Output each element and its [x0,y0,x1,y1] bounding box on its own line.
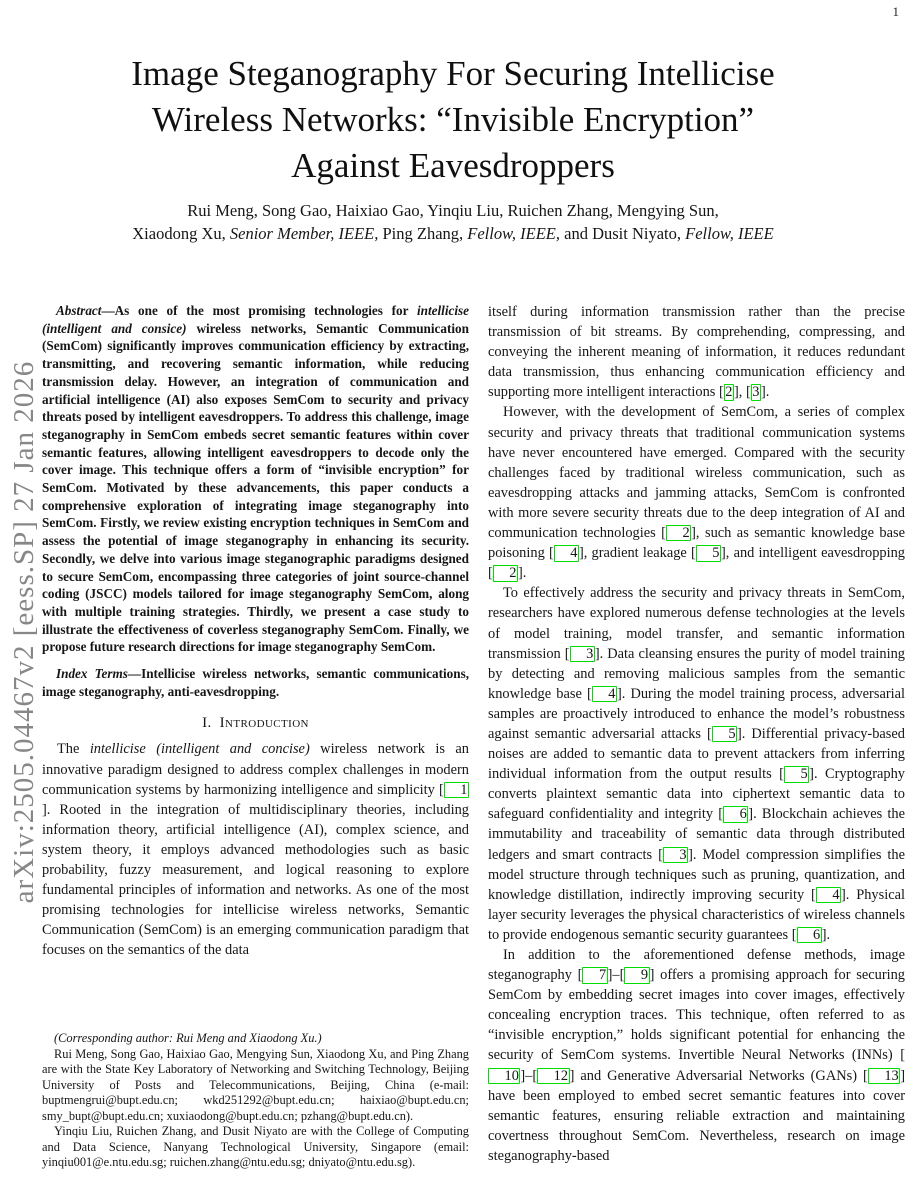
abstract-paragraph: Abstract—As one of the most promising technologies for intellicise (intelligent and consice) wireless networks, Semantic Communication (SemCom) significantly improves communication efficiency by extracting, transmitting, and recovering semantic information, while reducing transmission delay. However, an integration of communication and artificial intelligence (AI) also exposes SemCom to security and privacy threats posed by intelligent eavesdroppers. To address this challenge, image steganography in SemCom embeds secret semantic features within cover semantic features, allowing intelligent eavesdroppers to decode only the cover image. This technique offers a form of “invisible encryption” for SemCom. Motivated by these advancements, this paper conducts a comprehensive exploration of integrating image steganography into SemCom. Firstly, we review existing encryption techniques in SemCom and assess the potential of image steganography in enhancing its security. Secondly, we delve into various image steganographic paradigms designed to secure SemCom, encompassing three categories of joint source-channel coding (JSCC) models tailored for image steganography SemCom, along with multiple training strategies. Thirdly, we present a case study to illustrate the effectiveness of coverless steganography SemCom. Finally, we propose future research directions for image steganography SemCom. [42,303,469,655]
page-number: 1 [892,4,899,19]
right-column [488,302,905,1200]
body-paragraph: itself during information transmission rather than the precise transmission of bit streams. By comprehending, compressing, and conveying the inherent meaning of information, it reduces redundant data transmission, thus enhancing communication efficiency and supporting more intelligent interactions [ 2 ], [ 3 ]. [488,304,905,401]
affiliation-note: Yinqiu Liu, Ruichen Zhang, and Dusit Niyato are with the College of Computing and Data Science, Nanyang Technological University, Singapore (email: yinqiu001@e.ntu.edu.sg; ruichen.zhang@ntu.edu.sg; dniyato@ntu.edu.sg). [42,1124,469,1169]
index-terms-paragraph: Index Terms—Intellicise wireless networks, semantic communications, image steganography, anti-eavesdropping. [42,666,469,699]
citation-link[interactable]: 6 [723,806,748,822]
footnote-block [42,1031,469,1171]
citation-link[interactable]: 5 [696,545,721,561]
citation-link[interactable]: 5 [784,766,809,782]
citation-link[interactable]: 12 [537,1068,569,1084]
paper-title [73,51,833,189]
paper-title-line-1: Image Steganography For Securing Intellicise [131,54,775,93]
author-line-1: Rui Meng, Song Gao, Haixiao Gao, Yinqiu Liu, Ruichen Zhang, Mengying Sun, [187,201,719,220]
body-paragraph: To effectively address the security and privacy threats in SemCom, researchers have explored numerous defense technologies at the levels of model training, model transfer, and semantic information transmission [ 3 ]. Data cleansing ensures the purity of model training by detecting and removing malicious samples from the semantic knowledge base [ 4 ]. During the model training process, adversarial samples are proactively introduced to enhance the model’s robustness against semantic adversarial attacks [ 5 ]. Differential privacy-based noises are added to semantic data to prevent attackers from inferring individual information from the output results [ 5 ]. Cryptography converts plaintext semantic data into ciphertext semantic data to safeguard confidentiality and integrity [ 6 ]. Blockchain achieves the immutability and traceability of semantic data through distributed ledgers and smart contracts [ 3 ]. Model compression simplifies the model structure through techniques such as pruning, quantization, and knowledge distillation, indirectly improving security [ 4 ]. Physical layer security leverages the physical characteristics of wireless channels to provide endogenous semantic security guarantees [ 6 ]. [488,585,905,943]
section-heading-introduction [42,715,469,732]
arxiv-watermark: arXiv:2505.04467v2 [eess.SP] 27 Jan 2026 [8,360,40,904]
citation-link[interactable]: 3 [663,847,688,863]
author-line-2: Xiaodong Xu, Senior Member, IEEE, Ping Zhang, Fellow, IEEE, and Dusit Niyato, Fellow, IEEE [132,224,774,243]
citation-link[interactable]: 7 [582,967,607,983]
affiliation-note: Rui Meng, Song Gao, Haixiao Gao, Mengying Sun, Xiaodong Xu, and Ping Zhang are with the State Key Laboratory of Networking and Switching Technology, Beijing University of Posts and Telecommunications, Beijing, China (e-mail: buptmengrui@bupt.edu.cn; wkd251292@bupt.edu.cn; haixiao@bupt.edu.cn; smy_bupt@bupt.edu.cn; xuxiaodong@bupt.edu.cn; pzhang@bupt.edu.cn). [42,1046,469,1123]
citation-link[interactable]: 6 [797,927,822,943]
citation-link[interactable]: 10 [488,1068,520,1084]
left-column [42,302,469,961]
author-block [53,199,853,245]
citation-link[interactable]: 4 [554,545,579,561]
paper-title-line-3: Against Eavesdroppers [291,146,615,185]
citation-link[interactable]: 2 [725,384,733,401]
citation-link[interactable]: 3 [570,646,595,662]
corresponding-author-note: (Corresponding author: Rui Meng and Xiaodong Xu.) [54,1031,322,1045]
paper-title-line-2: Wireless Networks: “Invisible Encryption” [151,100,755,139]
citation-link[interactable]: 2 [493,565,518,581]
body-paragraph: In addition to the aforementioned defense methods, image steganography [ 7 ]–[ 9 ] offers a promising approach for securing SemCom by embedding secret images into cover images, effectively concealing encryption traces. This technique, often referred to as “invisible encryption,” holds significant potential for enhancing the security of SemCom systems. Invertible Neural Networks (INNs) [10 ]–[ 12 ] and Generative Adversarial Networks (GANs) [ 13 ] have been employed to embed secret semantic features into cover semantic features, ensuring reliable extraction and maintaining covertness throughout SemCom. Nevertheless, research on image steganography-based [488,947,905,1164]
citation-link[interactable]: 4 [816,887,841,903]
citation-link[interactable]: 13 [868,1068,900,1084]
citation-link[interactable]: 1 [444,782,469,798]
citation-link[interactable]: 3 [752,384,760,401]
section-number: I. [202,715,212,732]
intro-paragraph: The intellicise (intelligent and concise) wireless network is an innovative paradigm designed to address complex challenges in modern communication systems by harmonizing intelligence and simplicity [ 1]. Rooted in the integration of multidisciplinary theories, including information theory, artificial intelligence (AI), complex science, and system theory, it employs advanced methodologies such as basic probability, fuzzy measurement, and logical reasoning to explore fundamental principles of information and networks. As one of the most promising technologies for intellicise wireless networks, Semantic Communication (SemCom) is an emerging communication paradigm that focuses on the semantics of the data [42,741,469,959]
citation-link[interactable]: 9 [624,967,649,983]
section-title: Introduction [219,715,309,732]
citation-link[interactable]: 5 [712,726,737,742]
body-paragraph: However, with the development of SemCom, a series of complex security and privacy threats that traditional communication systems have never encountered have emerged. Compared with the security challenges faced by traditional wireless communication, such as eavesdropping attacks and jamming attacks, SemCom is confronted with more severe security threats due to the deep integration of AI and communication technologies [ 2 ], such as semantic knowledge base poisoning [ 4 ], gradient leakage [ 5 ], and intelligent eavesdropping [ 2 ]. [488,404,905,582]
citation-link[interactable]: 4 [592,686,617,702]
citation-link[interactable]: 2 [666,525,691,541]
